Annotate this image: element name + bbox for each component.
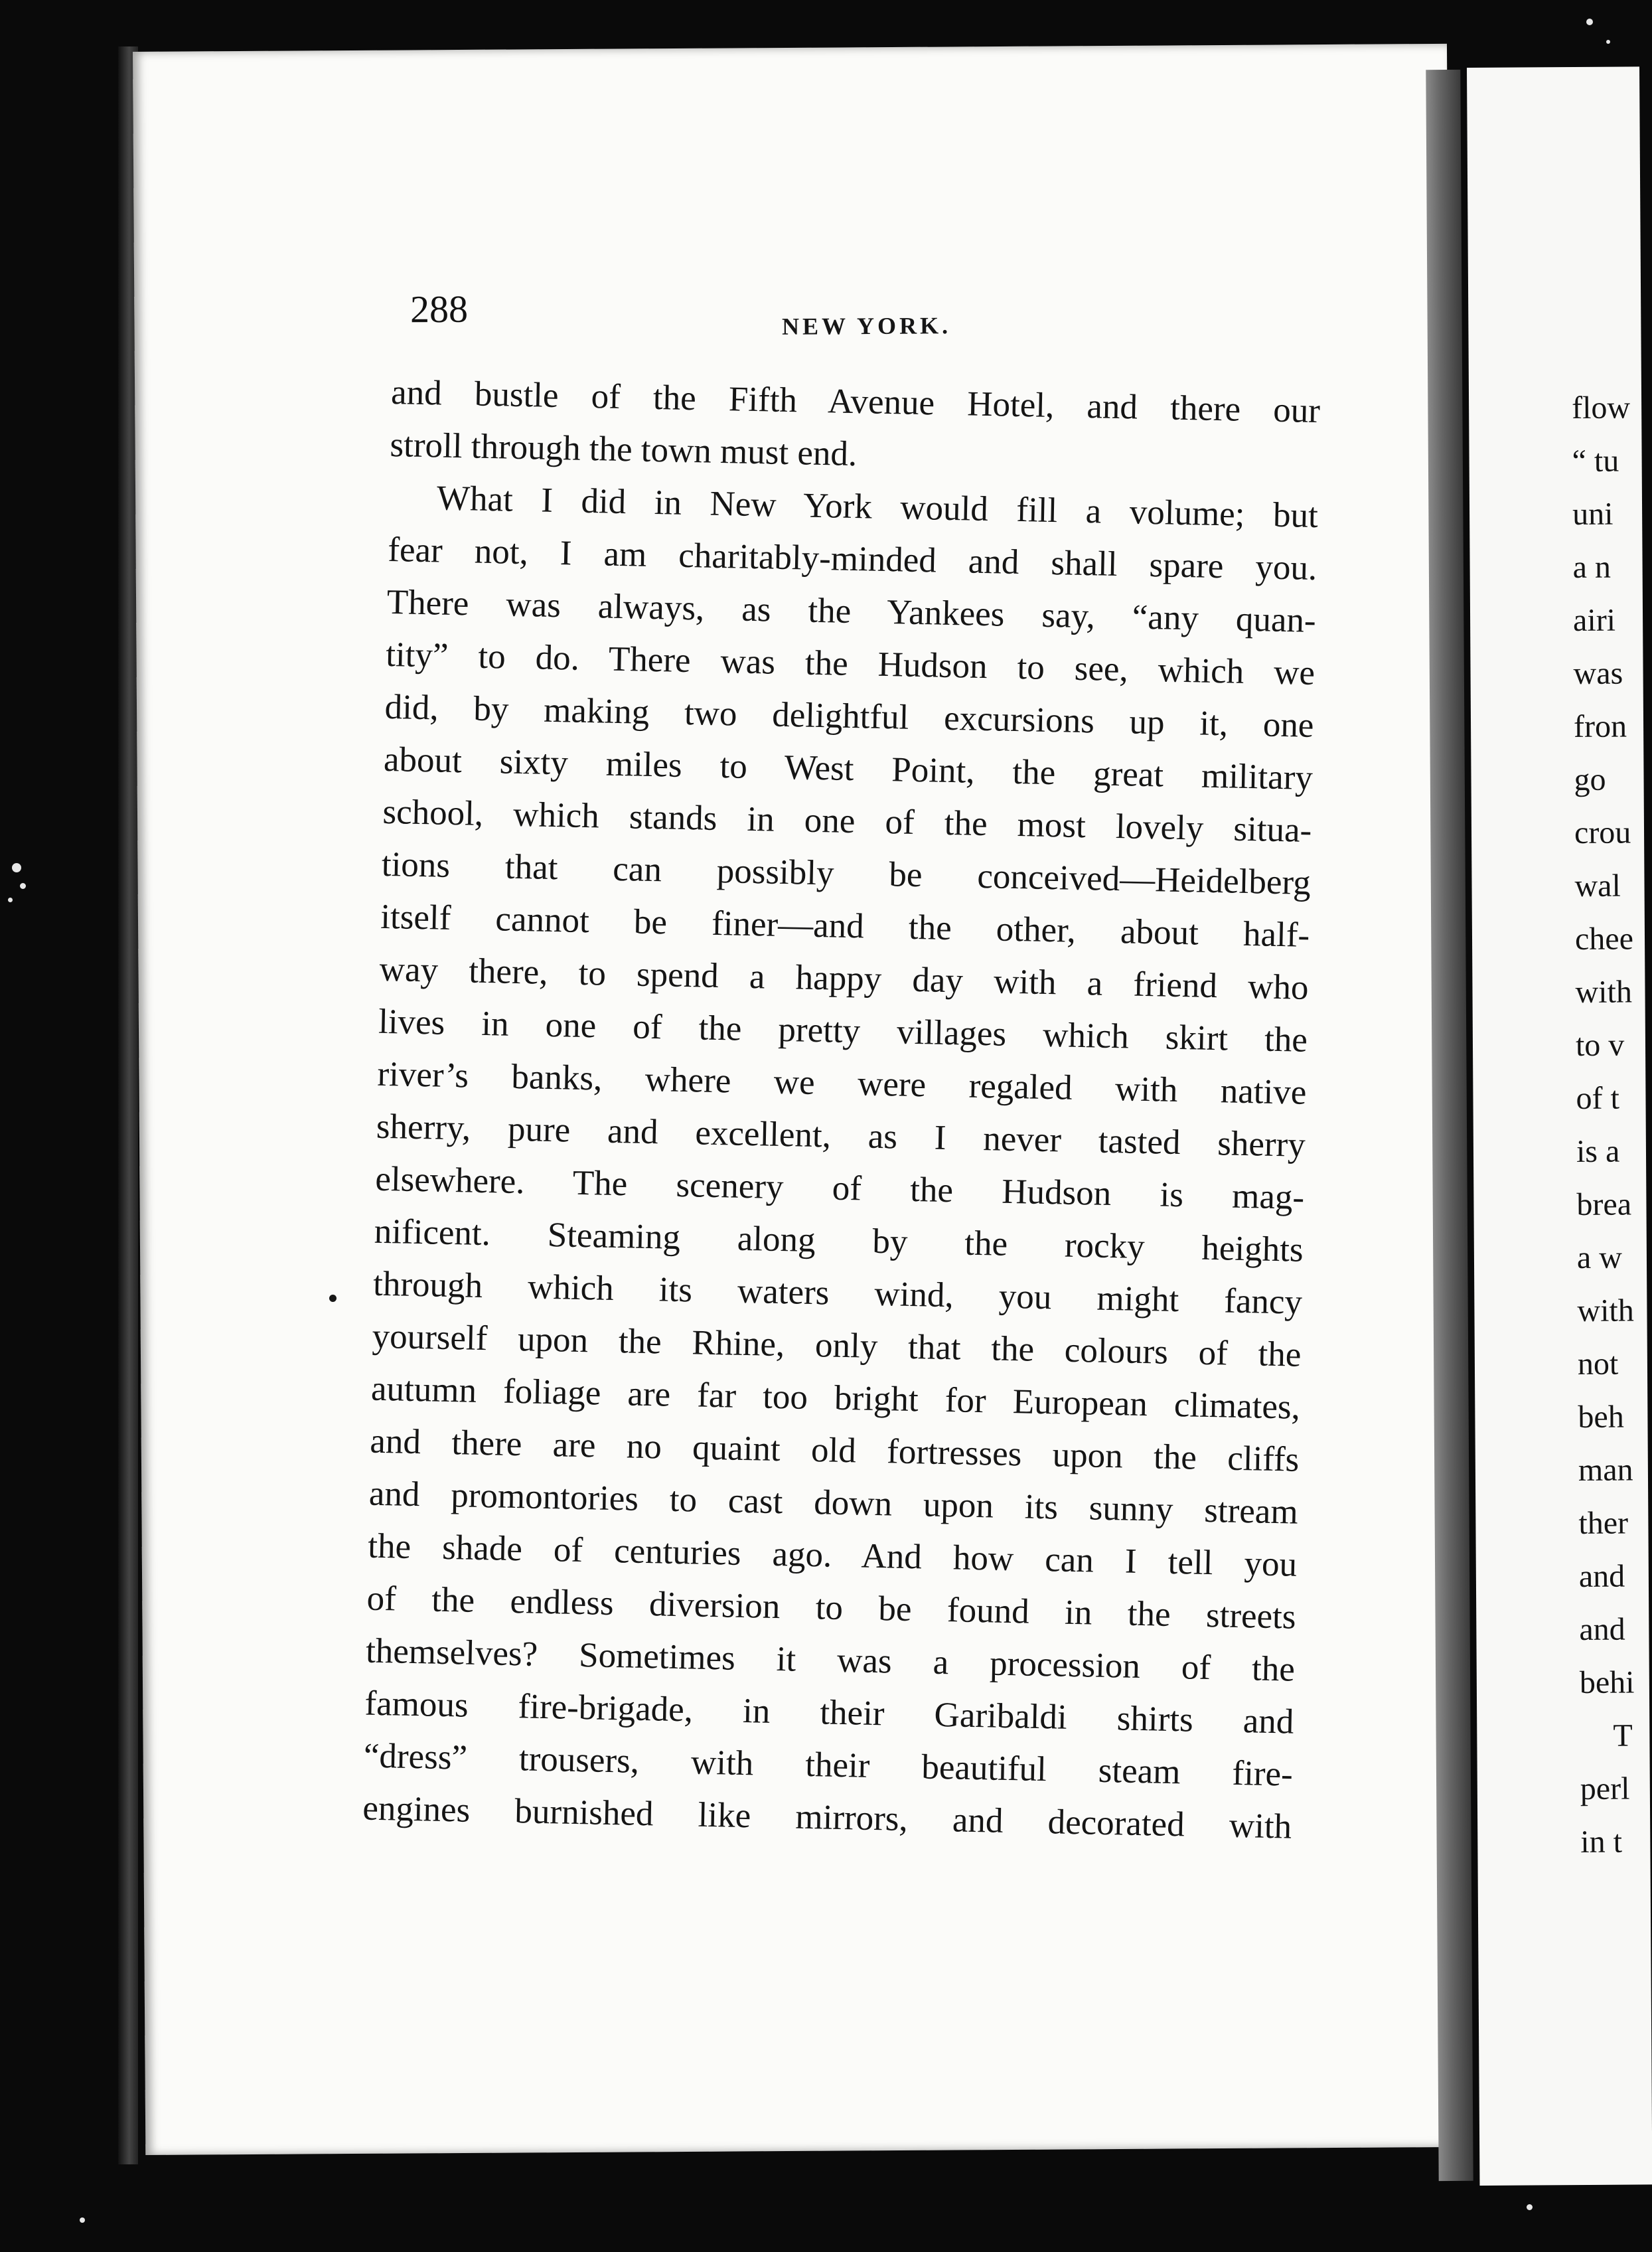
scan-speck (1606, 40, 1610, 44)
facing-line-fragment: and (1578, 1558, 1625, 1595)
facing-page (1467, 66, 1652, 2186)
facing-line-fragment: “ tu (1572, 443, 1619, 479)
facing-line-fragment: ther (1578, 1505, 1629, 1542)
text-line: elsewhere. The scenery of the Hudson is mag- (374, 1159, 1305, 1217)
text-line: fear not, I am charitably-minded and shall spare you. (387, 530, 1317, 588)
facing-line-fragment: not (1577, 1346, 1619, 1382)
text-line: engines burnished like mirrors, and decorated with (362, 1789, 1292, 1846)
text-line: did, by making two delightful excursions up it, one (384, 687, 1315, 745)
scan-speck (1527, 2204, 1533, 2210)
text-line: itself cannot be finer—and the other, about half- (380, 897, 1310, 955)
facing-line-fragment: crou (1574, 815, 1631, 851)
text-line: tity” to do. There was the Hudson to see, which we (385, 635, 1315, 693)
facing-line-fragment: in t (1580, 1824, 1623, 1860)
scan-speck (80, 2217, 85, 2223)
scan-speck (12, 863, 21, 872)
facing-line-fragment: uni (1572, 496, 1614, 532)
facing-line-fragment: behi (1579, 1664, 1635, 1701)
facing-line-fragment: is a (1576, 1133, 1620, 1170)
text-line: and promontories to cast down upon its sunny stream (368, 1474, 1299, 1532)
text-line: themselves? Sometimes it was a procession of the (365, 1631, 1296, 1689)
facing-line-fragment: beh (1578, 1399, 1624, 1435)
facing-line-fragment: was (1573, 655, 1623, 692)
page-number: 288 (410, 287, 469, 331)
text-line: There was always, as the Yankees say, “any quan- (386, 582, 1317, 641)
text-line: and there are no quaint old fortresses upon the cliffs (369, 1421, 1300, 1479)
text-line: school, which stands in one of the most lovely situa- (382, 792, 1312, 850)
text-line: through which its waters wind, you might fancy (372, 1264, 1303, 1322)
facing-line-fragment: go (1574, 762, 1606, 798)
text-line: tions that can possibly be conceived—Heidelberg (381, 844, 1312, 902)
text-line: lives in one of the pretty villages which skirt the (378, 1002, 1308, 1060)
facing-line-fragment: with (1575, 974, 1633, 1010)
running-head: NEW YORK. (781, 312, 952, 340)
facing-line-fragment: wal (1574, 868, 1621, 904)
facing-line-fragment: perl (1580, 1771, 1630, 1807)
text-line: stroll through the town must end. (390, 425, 858, 474)
text-line: yourself upon the Rhine, only that the colours of the (372, 1317, 1302, 1374)
text-line: about sixty miles to West Point, the great military (383, 740, 1314, 797)
text-line: sherry, pure and excellent, as I never tasted sherry (376, 1107, 1306, 1165)
facing-line-fragment: brea (1576, 1186, 1632, 1223)
text-line: autumn foliage are far too bright for European climates, (370, 1369, 1301, 1427)
facing-line-fragment: of t (1576, 1080, 1619, 1117)
facing-line-fragment: fron (1573, 708, 1627, 745)
text-line: What I did in New York would fill a volume; but (436, 479, 1319, 536)
text-line: nificent. Steaming along by the rocky heights (374, 1212, 1304, 1269)
text-line: famous fire-brigade, in their Garibaldi shirts and (364, 1684, 1294, 1741)
text-line: and bustle of the Fifth Avenue Hotel, and there our (390, 372, 1321, 431)
facing-line-fragment: T (1613, 1718, 1633, 1753)
text-line: river’s banks, where we were regaled with native (377, 1054, 1307, 1112)
facing-line-fragment: a n (1572, 549, 1612, 586)
scan-speck (1586, 19, 1593, 25)
facing-line-fragment: man (1578, 1452, 1633, 1488)
body-text (362, 366, 1321, 1854)
facing-line-fragment: a w (1576, 1240, 1623, 1276)
scan-speck (20, 883, 26, 889)
ink-speck (329, 1295, 337, 1302)
facing-line-fragment: airi (1572, 602, 1616, 639)
facing-line-fragment: chee (1574, 921, 1634, 957)
text-line: “dress” trousers, with their beautiful steam fire- (363, 1736, 1294, 1794)
facing-line-fragment: with (1577, 1293, 1634, 1329)
facing-line-fragment: flow (1571, 390, 1631, 426)
facing-line-fragment: to v (1575, 1027, 1625, 1064)
text-line: way there, to spend a happy day with a friend who (379, 949, 1310, 1007)
scan-speck (8, 898, 13, 902)
text-line: of the endless diversion to be found in the streets (366, 1579, 1297, 1637)
text-line: the shade of centuries ago. And how can I tell you (367, 1526, 1298, 1584)
facing-line-fragment: and (1579, 1611, 1625, 1648)
